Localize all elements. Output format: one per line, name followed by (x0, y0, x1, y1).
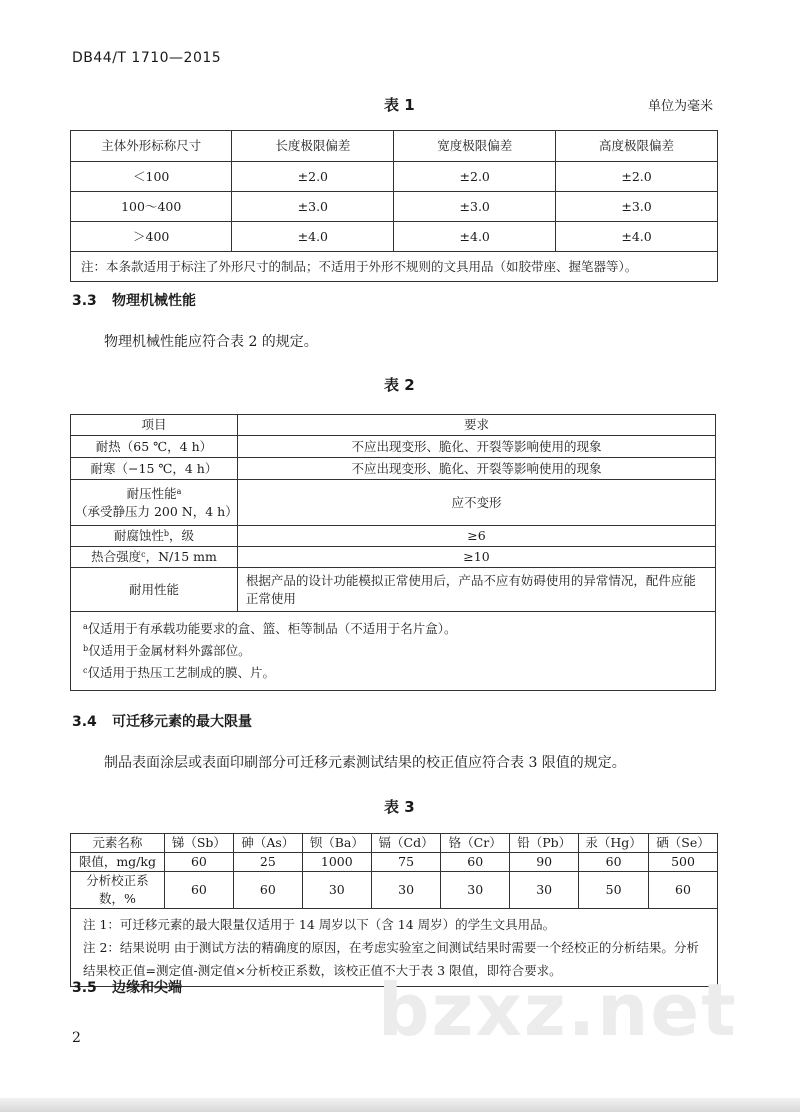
table-cell: 耐用性能 (71, 568, 238, 612)
table1 (70, 130, 718, 282)
table-cell: ＞400 (71, 222, 232, 252)
table-cell: 不应出现变形、脆化、开裂等影响使用的现象 (237, 458, 715, 480)
table-cell: ±4.0 (232, 222, 394, 252)
table-row (71, 458, 716, 480)
footnote-text: 仅适用于金属材料外露部位。 (88, 643, 251, 658)
table-cell: 60 (441, 853, 510, 872)
table-cell: 500 (649, 853, 718, 872)
footnote (83, 662, 703, 684)
table-cell: 90 (510, 853, 579, 872)
table-row (71, 853, 718, 872)
section-title: 边缘和尖端 (112, 980, 182, 996)
item-text: 耐腐蚀性 (113, 528, 164, 543)
table-cell: 不应出现变形、脆化、开裂等影响使用的现象 (237, 436, 715, 458)
table3-header-row (71, 834, 718, 853)
table-row (71, 480, 716, 526)
table-cell: ±2.0 (394, 162, 556, 192)
item-text: ，级 (169, 528, 195, 543)
table-cell: 60 (233, 872, 302, 909)
table-cell (71, 547, 238, 568)
table-note-row (71, 612, 716, 691)
table-row (71, 568, 716, 612)
section-title: 可迁移元素的最大限量 (112, 714, 252, 730)
section-number: 3.3 (72, 293, 97, 309)
footnote-marker: c (83, 666, 88, 675)
table-cell: 60 (649, 872, 718, 909)
table-row (71, 872, 718, 909)
table-cell: ±2.0 (556, 162, 718, 192)
footnote-marker: b (163, 529, 170, 538)
item-text: 热合强度 (91, 549, 142, 564)
table2-caption: 表 2 (384, 376, 415, 394)
table3-header-cell: 锑（Sb） (164, 834, 233, 853)
table-cell: ≥10 (237, 547, 715, 568)
table-cell: ＜100 (71, 162, 232, 192)
table-cell: ±3.0 (232, 192, 394, 222)
table-cell: 耐寒（−15 ℃，4 h） (71, 458, 238, 480)
table2 (70, 414, 716, 691)
table3-note-1: 注 1：可迁移元素的最大限量仅适用于 14 周岁以下（含 14 周岁）的学生文具用品。 (83, 917, 556, 932)
table3-caption: 表 3 (384, 798, 415, 816)
table-cell: ±3.0 (394, 192, 556, 222)
table1-caption: 表 1 (384, 96, 415, 114)
table3-header-cell: 铅（Pb） (510, 834, 579, 853)
table-cell (71, 480, 238, 526)
section-number: 3.5 (72, 980, 97, 996)
section-3-4-heading (72, 711, 252, 731)
section-3-5-heading (72, 977, 182, 997)
table-cell: 1000 (302, 853, 371, 872)
footnote-marker: a (176, 486, 182, 496)
table1-header-cell: 高度极限偏差 (556, 131, 718, 162)
document-id: DB44/T 1710—2015 (72, 50, 222, 66)
table1-note: 注：本条款适用于标注了外形尺寸的制品；不适用于外形不规则的文具用品（如胶带座、握笔器等）。 (71, 252, 718, 282)
item-text: ，N/15 mm (145, 549, 217, 564)
section-3-3-heading (72, 290, 196, 310)
table3-header-cell: 镉（Cd） (371, 834, 440, 853)
table-cell: 应不变形 (237, 480, 715, 526)
table2-header-cell: 要求 (237, 415, 715, 436)
footnote-marker: a (83, 622, 88, 631)
table-cell: 30 (510, 872, 579, 909)
table2-header-cell: 项目 (71, 415, 238, 436)
table-row (71, 162, 718, 192)
table1-header-row (71, 131, 718, 162)
watermark: bzxz.net (378, 968, 738, 1052)
table3-header-cell: 硒（Se） (649, 834, 718, 853)
table-cell: 限值，mg/kg (71, 853, 165, 872)
section-3-4-paragraph: 制品表面涂层或表面印刷部分可迁移元素测试结果的校正值应符合表 3 限值的规定。 (104, 755, 626, 771)
table3-header-cell: 铬（Cr） (441, 834, 510, 853)
table3 (70, 833, 718, 987)
table-row (71, 192, 718, 222)
table-row (71, 222, 718, 252)
table-cell: 根据产品的设计功能模拟正常使用后，产品不应有妨碍使用的异常情况，配件应能正常使用 (237, 568, 715, 612)
table-row (71, 526, 716, 547)
table-cell: 25 (233, 853, 302, 872)
table1-header-cell: 主体外形标称尺寸 (71, 131, 232, 162)
item-text: 耐压性能 (126, 485, 177, 501)
table3-header-cell: 钡（Ba） (302, 834, 371, 853)
section-number: 3.4 (72, 714, 97, 730)
table-cell: ±3.0 (556, 192, 718, 222)
footnote (83, 618, 703, 640)
table3-header-cell: 元素名称 (71, 834, 165, 853)
table-cell: 60 (164, 872, 233, 909)
table-cell: ±4.0 (556, 222, 718, 252)
table-cell: 30 (371, 872, 440, 909)
page-number: 2 (72, 1030, 81, 1046)
footnote-text: 仅适用于热压工艺制成的膜、片。 (87, 665, 275, 680)
table3-header-cell: 砷（As） (233, 834, 302, 853)
table3-note-2: 注 2：结果说明 由于测试方法的精确度的原因，在考虑实验室之间测试结果时需要一个经校正的分析结果。分析结果校正值=测定值-测定值×分析校正系数，该校正值不大于表 3 限值，即符合要求。 (83, 940, 699, 978)
table1-header-cell: 长度极限偏差 (232, 131, 394, 162)
footnote-marker: b (83, 644, 89, 653)
footnote-text: 仅适用于有承载功能要求的盒、篮、柜等制品（不适用于名片盒）。 (87, 621, 457, 636)
table1-unit: 单位为毫米 (648, 99, 714, 114)
table-cell: ±2.0 (232, 162, 394, 192)
section-3-3-paragraph: 物理机械性能应符合表 2 的规定。 (104, 334, 318, 350)
table-cell: 分析校正系数，% (71, 872, 165, 909)
table-cell: 50 (579, 872, 649, 909)
page-bottom-edge (0, 1098, 800, 1112)
table2-header-row (71, 415, 716, 436)
table-row (71, 547, 716, 568)
table-cell: 60 (579, 853, 649, 872)
table2-notes (71, 612, 716, 691)
item-text: （承受静压力 200 N，4 h） (75, 503, 238, 519)
footnote-marker: c (141, 550, 146, 559)
section-title: 物理机械性能 (112, 293, 196, 309)
table-cell: ±4.0 (394, 222, 556, 252)
table-cell: 30 (441, 872, 510, 909)
table-cell: 75 (371, 853, 440, 872)
table-note-row (71, 252, 718, 282)
table-cell: ≥6 (237, 526, 715, 547)
table-cell: 30 (302, 872, 371, 909)
table3-header-cell: 汞（Hg） (579, 834, 649, 853)
table-cell: 100～400 (71, 192, 232, 222)
footnote (83, 640, 703, 662)
table1-header-cell: 宽度极限偏差 (394, 131, 556, 162)
table-cell (71, 526, 238, 547)
table-cell: 60 (164, 853, 233, 872)
table-cell: 耐热（65 ℃，4 h） (71, 436, 238, 458)
table-row (71, 436, 716, 458)
